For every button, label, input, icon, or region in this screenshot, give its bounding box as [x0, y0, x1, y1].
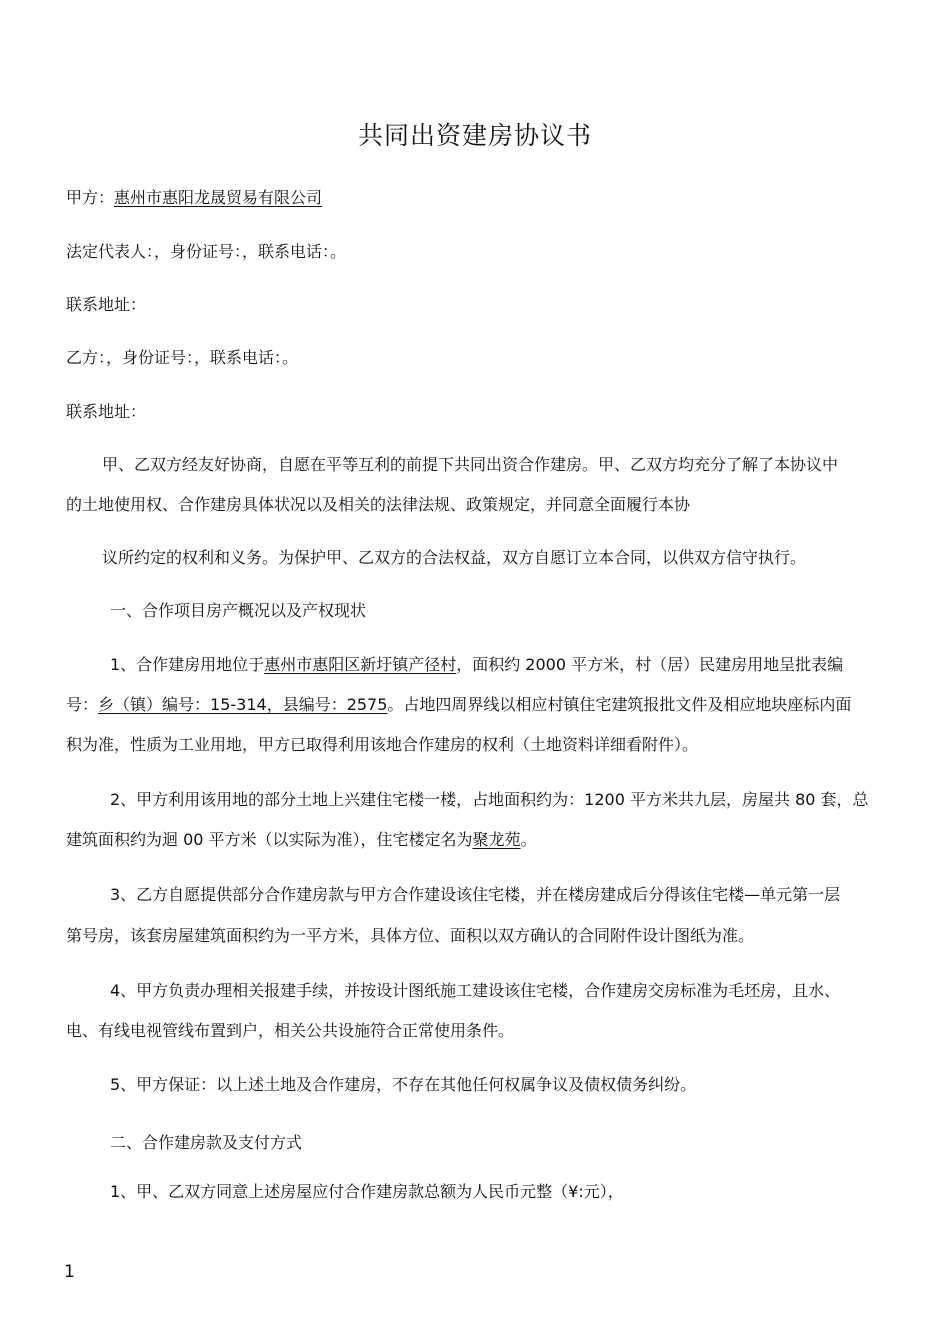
item-1-suffix: ，面积约 2000 平方米，村（居）民建房用地呈批表编	[456, 655, 844, 674]
section-1-item-4-line-2: 电、有线电视管线布置到户，相关公共设施符合正常使用条件。	[66, 1021, 515, 1040]
item-2-l2-suffix: 。	[520, 830, 537, 849]
section-1-item-2-line-2	[66, 830, 537, 850]
intro-line-3: 议所约定的权利和义务。为保护甲、乙双方的合法权益，双方自愿订立本合同，以供双方信守执行。	[102, 548, 807, 567]
section-2-heading: 二、合作建房款及支付方式	[110, 1133, 303, 1152]
section-1-item-1-line-3: 积为准，性质为工业用地，甲方已取得利用该地合作建房的权利（土地资料详细看附件）。	[66, 735, 699, 754]
party-a-address: 联系地址：	[66, 295, 147, 314]
item-2-l2-prefix: 建筑面积约为迴 00 平方米（以实际为准），住宅楼定名为	[66, 830, 473, 849]
page-number: 1	[64, 1262, 75, 1282]
item-1-prefix: 1、合作建房用地位于	[110, 655, 265, 674]
section-1-item-1-line-2	[66, 695, 851, 715]
section-1-item-3-line-2: 第号房，该套房屋建筑面积约为一平方米，具体方位、面积以双方确认的合同附件设计图纸为准。	[66, 926, 755, 945]
section-1-item-2-line-1: 2、甲方利用该用地的部分土地上兴建住宅楼一楼，占地面积约为：1200 平方米共九层，房屋共 80 套，总	[110, 790, 869, 809]
intro-line-2: 的土地使用权、合作建房具体状况以及相关的法律法规、政策规定，并同意全面履行本协	[66, 495, 691, 514]
section-1-item-4-line-1: 4、甲方负责办理相关报建手续，并按设计图纸施工建设该住宅楼，合作建房交房标准为毛坯房，且水、	[110, 981, 841, 1000]
legal-representative-line: 法定代表人：，身份证号：，联系电话：。	[66, 242, 347, 261]
section-1-item-3-line-1: 3、乙方自愿提供部分合作建房款与甲方合作建设该住宅楼，并在楼房建成后分得该住宅楼—单元第一层	[110, 885, 841, 904]
party-b-address: 联系地址：	[66, 402, 147, 421]
document-title: 共同出资建房协议书	[357, 121, 592, 150]
section-1-heading: 一、合作项目房产概况以及产权现状	[110, 601, 367, 620]
section-1-item-5: 5、甲方保证：以上述土地及合作建房，不存在其他任何权属争议及债权债务纠纷。	[110, 1075, 697, 1094]
party-b-line: 乙方：，身份证号：，联系电话：。	[66, 348, 299, 367]
party-a-label: 甲方：	[66, 188, 115, 207]
item-1-l2-prefix: 号：	[66, 695, 99, 714]
party-a-line	[66, 188, 322, 208]
party-a-name: 惠州市惠阳龙晟贸易有限公司	[114, 188, 323, 207]
intro-line-1: 甲、乙双方经友好协商，自愿在平等互利的前提下共同出资合作建房。甲、乙双方均充分了解了本协议中	[102, 455, 839, 474]
approval-numbers: 乡（镇）编号：15-314，县编号：2575	[98, 695, 388, 714]
item-1-l2-suffix: 。占地四周界线以相应村镇住宅建筑报批文件及相应地块座标内面	[387, 695, 852, 714]
section-2-item-1: 1、甲、乙双方同意上述房屋应付合作建房款总额为人民币元整（¥:元），	[110, 1182, 624, 1201]
land-location: 惠州市惠阳区新圩镇产径村	[264, 655, 457, 674]
section-1-item-1-line-1	[110, 655, 843, 675]
building-name: 聚龙苑	[472, 830, 521, 849]
